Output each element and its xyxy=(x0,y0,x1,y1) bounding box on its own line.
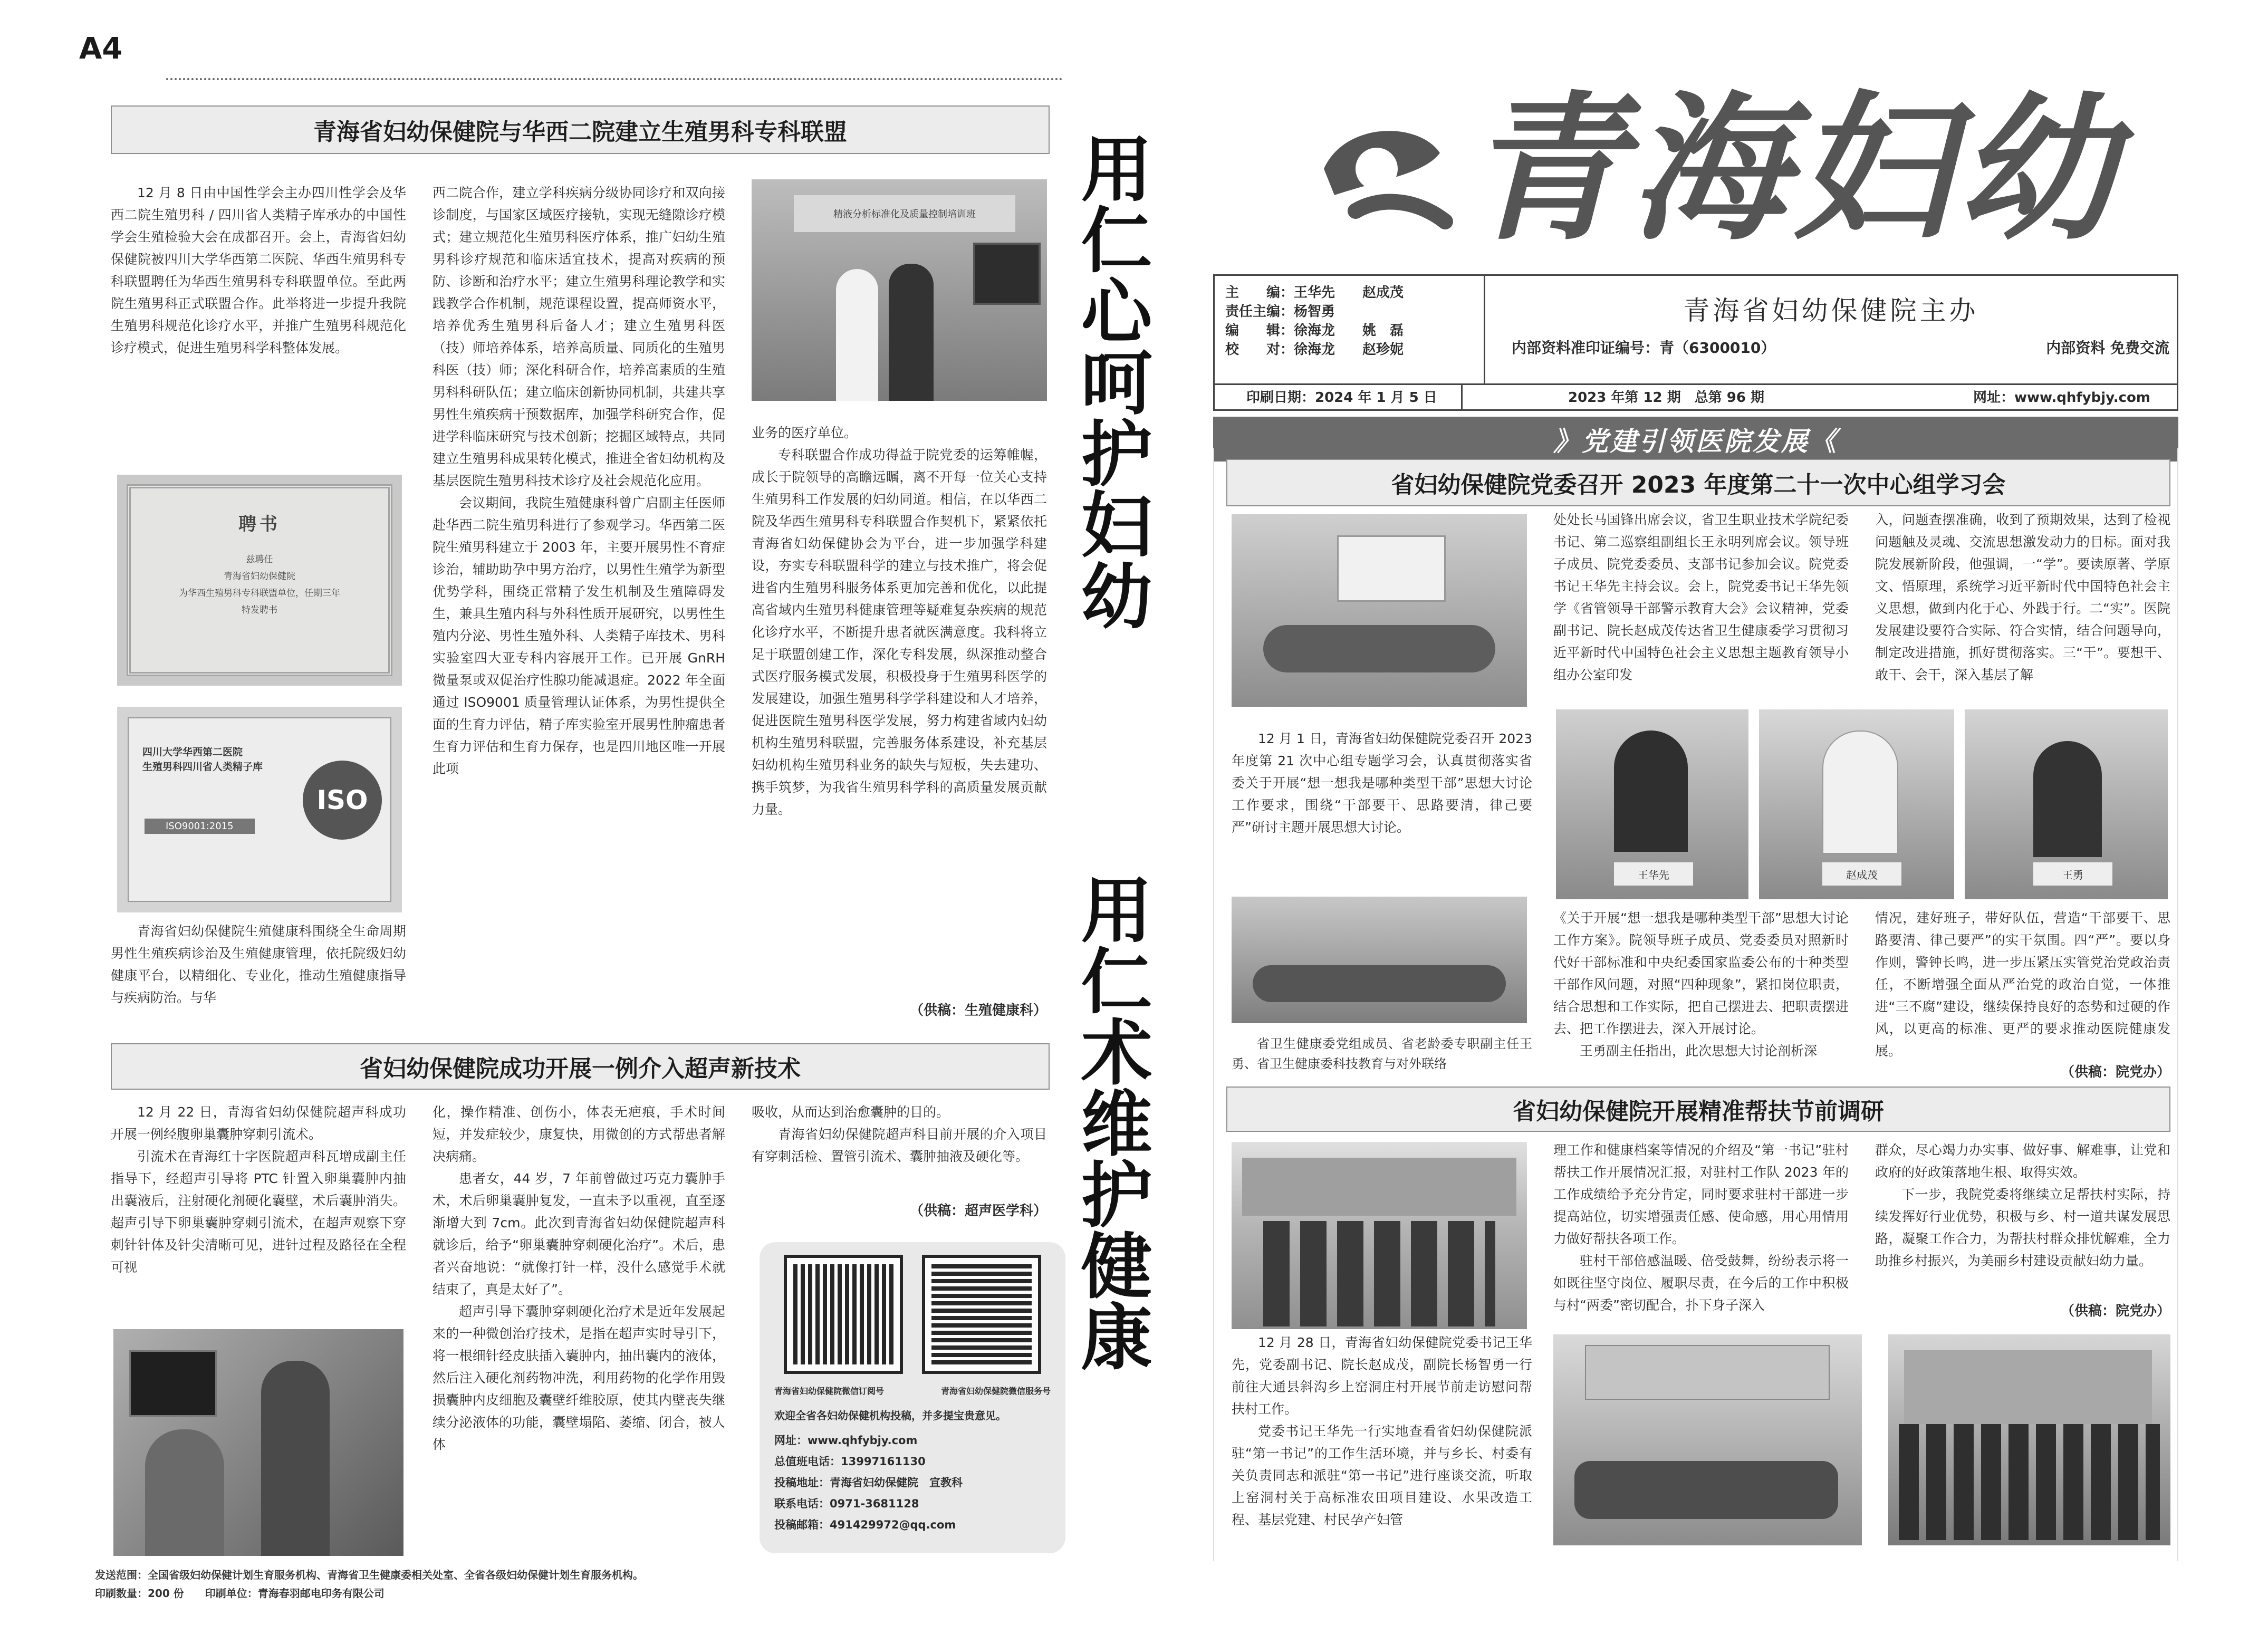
qr-line-website[interactable]: 网址：www.qhfybjy.com xyxy=(774,1434,918,1447)
alliance-col3 xyxy=(752,422,1047,1002)
nameplate: 王华先 xyxy=(1614,862,1693,886)
person-figure-icon xyxy=(836,269,878,401)
wall-board-icon xyxy=(1585,1345,1830,1400)
leader-photo-2 xyxy=(1759,709,1954,899)
alliance-col1 xyxy=(111,182,406,462)
editor-row: 责任主编：杨智勇 xyxy=(1225,304,1335,320)
leader-photo-3 xyxy=(1965,709,2168,899)
section-banner-text: 》党建引领医院发展《 xyxy=(1553,425,1838,457)
person-figure-icon xyxy=(2033,741,2102,857)
surgery-photo xyxy=(113,1329,403,1556)
website[interactable]: 网址：www.qhfybjy.com xyxy=(1973,390,2150,406)
header-dotted-rule xyxy=(166,78,1063,80)
masthead-dateline xyxy=(1213,383,2178,411)
qr-info-box xyxy=(760,1242,1065,1553)
slogan-line1: 用仁心呵护妇幼 xyxy=(1069,132,1152,630)
alliance-col3-p2: 专科联盟合作成功得益于院党委的运筹帷幄，成长于院领导的高瞻远瞩，离不开每一位关心支持生殖男科工作发展的妇幼同道。相信，在以华西二院及华西生殖男科专科联盟合作契机下，紧紧依托青海省妇幼保健协会为平台，进一步加强学科建设，夯实专科联盟科学的建立与技术推广，将会促进省内生殖男科服务体系更加完善和优化，以此提高省域内生殖男科健康管理等疑难复杂疾病的规范化诊疗水平，不断提升患者就医满意度。我科将立足于联盟创建工作，深化专科发展，纵深推动整合式医疗服务模式发展，积极投身于生殖男科医学的发展建设，加强生殖男科学学科建设和人才培养，促进医院生殖男科医学发展，努力构建省域内妇幼机构生殖男科联盟，完善服务体系建设，补充基层妇幼机构生殖男科业务的缺失与短板，失去建功、携手筑梦，为我省生殖男科学科的高质量发展贡献力量。 xyxy=(752,447,1047,817)
ultrasound-col2-p1: 化，操作精准、创伤小，体表无疤痕，手术时间短，并发症较少，康复快，用微创的方式帮患者解决病痛。 xyxy=(433,1104,725,1164)
qr-code-icon[interactable] xyxy=(787,1258,900,1371)
qr-line-address: 投稿地址：青海省妇幼保健院 宣教科 xyxy=(774,1476,963,1489)
building-icon xyxy=(1904,1350,2152,1424)
masthead-logo xyxy=(1292,74,2189,264)
alliance-col1b xyxy=(111,920,406,1021)
person-figure-icon xyxy=(1822,730,1898,854)
ultrasound-col1 xyxy=(111,1101,406,1323)
certificate-body: 兹聘任 青海省妇幼保健院 为华西生殖男科专科联盟单位，任期三年 特发聘书 xyxy=(179,554,340,616)
slogan-line2: 用仁术维护健康 xyxy=(1069,873,1152,1371)
study-col2-top xyxy=(1553,509,1849,704)
conference-table-icon xyxy=(1574,1461,1838,1519)
ultrasound-col2-p3: 超声引导下囊肿穿刺硬化治疗术是近年发展起来的一种微创治疗技术，是指在超声实时导引下，将一根细针经皮肤插入囊肿内，抽出囊内的液体，然后注入硬化剂药物冲洗，利用药物的化学作用毁损囊肿内皮细胞及囊壁纤维胶原，使其内壁丧失继续分泌液体的功能，囊壁塌陷、萎缩、闭合，被人体 xyxy=(433,1304,725,1452)
alliance-credit: （供稿：生殖健康科） xyxy=(909,1003,1047,1018)
study-col1-mid-p1: 12 月 1 日，青海省妇幼保健院党委召开 2023 年度第 21 次中心组专题学习会，认真贯彻落实省委关于开展“想一想我是哪种类型干部”思想大讨论工作要求，围绕“干部要干、思路要清，律己要严”研讨主题开展思想大讨论。 xyxy=(1232,731,1532,835)
logo-text: 青海妇幼 xyxy=(1466,75,2120,262)
qr-code-icon[interactable] xyxy=(925,1258,1038,1371)
ultrasound-col3 xyxy=(752,1101,1047,1196)
poverty-col3 xyxy=(1875,1139,2170,1297)
issue-number: 2023 年第 12 期 总第 96 期 xyxy=(1568,390,1764,406)
training-photo xyxy=(752,179,1047,401)
alliance-col3-p1: 业务的医疗单位。 xyxy=(752,425,858,440)
editor-row: 校 对：徐海龙 赵珍妮 xyxy=(1225,342,1404,358)
poverty-headline: 省妇幼保健院开展精准帮扶节前调研 xyxy=(1226,1087,2170,1132)
study-col3-top xyxy=(1875,509,2170,704)
ultrasound-col3-p2: 青海省妇幼保健院超声科目前开展的介入项目有穿刺活检、置管引流术、囊肿抽液及硬化等。 xyxy=(752,1127,1047,1164)
logo-brush-icon xyxy=(1303,90,1461,248)
ultrasound-col1-p2: 引流术在青海红十字医院超声科瓦增成副主任指导下，经超声引导将 PTC 针置入卵巢囊肿内抽出囊液后，注射硬化剂硬化囊壁，术后囊肿消失。超声引导下卵巢囊肿穿刺引流术，在超声观察下穿刺针针体及针尖清晰可见，进针过程及路径在全程可视 xyxy=(111,1149,406,1275)
license-number: 内部资料准印证编号：青（6300010） xyxy=(1512,339,1776,357)
footer-print: 印刷数量：200 份 印刷单位：青海春羽邮电印务有限公司 xyxy=(95,1587,385,1600)
iso-logo-icon: ISO xyxy=(303,761,382,840)
surgeon-figure-icon xyxy=(261,1361,330,1556)
iso-plaque-title: 四川大学华西第二医院 生殖男科四川省人类精子库 xyxy=(142,746,263,773)
group-figures-icon xyxy=(1263,1221,1495,1326)
alliance-col2-p1: 西二院合作，建立学科疾病分级协同诊疗和双向接诊制度，与国家区域医疗接轨，实现无缝隙诊疗模式；建立规范化生殖男科医疗体系，推广妇幼生殖男科诊疗规范和临床适宜技术，提高对疾病的预防、诊断和治疗水平；建立生殖男科理论教学和实践教学合作机制，规范课程设置，提高师资水平，培养优秀生殖男科后备人才；建立生殖男科医（技）师培养体系，培养高质量、同质化的生殖男科医（技）师；深化科研合作，培养高素质的生殖男科科研队伍；建立临床创新协同机制，共建共享男性生殖疾病干预数据库，加强学科研究合作，促进学科临床研究与技术创新；挖掘区域特点，共同建立生殖男科成果转化模式，推进全省妇幼机构及基层医院生殖男科技术诊疗及社会规范化应用。 xyxy=(433,185,725,488)
poverty-credit: （供稿：院党办） xyxy=(2060,1303,2170,1319)
page-number: A4 xyxy=(79,32,123,66)
group-photo xyxy=(1888,1334,2170,1545)
conference-table-icon xyxy=(1253,965,1506,1002)
qr-line-email[interactable]: 投稿邮箱：491429972@qq.com xyxy=(774,1518,956,1531)
meeting-room-photo xyxy=(1553,1334,1862,1545)
iso-certificate-photo xyxy=(117,707,402,912)
editor-row: 主 编：王华先 赵成茂 xyxy=(1225,285,1404,301)
poverty-col2-p2: 驻村干部倍感温暖、倍受鼓舞，纷纷表示将一如既往坚守岗位、履职尽责，在今后的工作中积极与村“两委”密切配合，扑下身子深入 xyxy=(1553,1253,1849,1313)
free-note: 内部资料 免费交流 xyxy=(2046,339,2169,357)
study-col2-low xyxy=(1553,907,1849,1081)
conference-table-icon xyxy=(1263,625,1495,672)
ultrasound-col2-p2: 患者女，44 岁，7 年前曾做过巧克力囊肿手术，术后卵巢囊肿复发，一直未予以重视，直至逐渐增大到 7cm。此次到青海省妇幼保健院超声科就诊后，给予“卵巢囊肿穿刺硬化治疗”。术后，患者兴奋地说：“就像打针一样，没什么感觉手术就结束了，真是太好了”。 xyxy=(433,1171,725,1297)
meeting-photo-1 xyxy=(1232,514,1527,707)
poverty-col2-p1: 理工作和健康档案等情况的介绍及“第一书记”驻村帮扶工作开展情况汇报，对驻村工作队 2023 年的工作成绩给予充分肯定，同时要求驻村干部进一步提高站位，切实增强责任感、使命感，用心用情用力做好帮扶各项工作。 xyxy=(1553,1142,1849,1246)
person-figure-icon xyxy=(1614,730,1688,852)
footer-scope: 发送范围：全国省级妇幼保健计划生育服务机构、青海省卫生健康委相关处室、全省各级妇幼保健计划生育服务机构。 xyxy=(95,1569,643,1581)
certificate-title: 聘书 xyxy=(238,514,281,535)
monitor-icon xyxy=(973,243,1041,305)
alliance-headline: 青海省妇幼保健院与华西二院建立生殖男科专科联盟 xyxy=(111,105,1050,154)
meeting-photo-2 xyxy=(1232,897,1527,1023)
qr-line-contact: 联系电话：0971-3681128 xyxy=(774,1497,919,1510)
study-headline: 省妇幼保健院党委召开 2023 年度第二十一次中心组学习会 xyxy=(1226,459,2170,506)
editor-list xyxy=(1215,276,1485,383)
masthead-info xyxy=(1213,274,2178,385)
nameplate: 王勇 xyxy=(2033,862,2112,886)
study-col3-low xyxy=(1875,907,2170,1060)
ultrasound-col1-p1: 12 月 22 日，青海省妇幼保健院超声科成功开展一例经腹卵巢囊肿穿刺引流术。 xyxy=(111,1104,406,1142)
section-banner xyxy=(1213,417,2178,462)
study-col3-low-p1: 情况，建好班子，带好队伍，营造“干部要干、思路要清、律己要严”的实干氛围。四“严”。要以身作则，警钟长鸣，进一步压紧压实管党治党政治责任，不断增强全面从严治党的政治自觉，一体推进“三不腐”建设，继续保持良好的态势和过硬的作风，以更高的标准、更严的要求推动医院健康发展。 xyxy=(1875,910,2170,1059)
alliance-col1-p1: 12 月 8 日由中国性学会主办四川性学会及华西二院生殖男科 / 四川省人类精子库承办的中国性学会生殖检验大会在成都召开。会上，青海省妇幼保健院被四川大学华西第二医院、华西生殖男科专科联盟聘任为华西生殖男科专科联盟单位。至此两院生殖男科正式联盟合作。此举将进一步提升我院生殖男科规范化诊疗水平，并推广生殖男科规范化诊疗模式，促进生殖男科学科整体发展。 xyxy=(111,185,406,355)
study-credit: （供稿：院党办） xyxy=(2060,1064,2170,1080)
village-visit-photo xyxy=(1232,1142,1527,1329)
qr-welcome: 欢迎全省各妇幼保健机构投稿，并多提宝贵意见。 xyxy=(774,1409,1006,1422)
group-figures-icon xyxy=(1899,1424,2160,1540)
surgeon-figure-icon xyxy=(145,1429,224,1556)
poverty-col1-p2: 党委书记王华先一行实地查看省妇幼保健院派驻“第一书记”的工作生活环境，并与乡长、村委有关负责同志和派驻“第一书记”进行座谈交流，听取上窑洞村关于高标准农田项目建设、水果改造工程、基层党建、村民孕产妇管 xyxy=(1232,1424,1532,1527)
leader-photo-1 xyxy=(1556,709,1748,899)
study-col1-mid xyxy=(1232,728,1532,886)
poverty-col1-p1: 12 月 28 日，青海省妇幼保健院党委书记王华先，党委副书记、院长赵成茂，副院长杨智勇一行前往大通县斜沟乡上窑洞庄村开展节前走访慰问帮扶村工作。 xyxy=(1232,1335,1532,1417)
alliance-col2-p2: 会议期间，我院生殖健康科曾广启副主任医师赴华西二院生殖男科进行了参观学习。华西第二医院生殖男科建立于 2003 年，主要开展男性不育症诊治，辅助助孕中男方治疗，以男性生殖学为新型优势学科，围绕正常精子发生机制及生殖障碍发生，兼具生殖内科与外科性质开展研究，以男性生殖内分泌、男性生殖外科、人类精子库技术、男科实验室四大亚专科内容展开工作。已开展 GnRH 微量泵或双促治疗性腺功能减退症。2022 年全面通过 ISO9001 质量管理认证体系，为男性提供全面的生育力评估，精子库实验室开展男性肿瘤患者生育力评估和生育力保存，也是四川地区唯一开展此项 xyxy=(433,495,725,776)
person-figure-icon xyxy=(889,264,934,401)
print-date: 印刷日期：2024 年 1 月 5 日 xyxy=(1215,383,1463,409)
projection-screen-icon xyxy=(1337,535,1446,602)
qr-label-subscription: 青海省妇幼保健院微信订阅号 xyxy=(774,1386,885,1396)
alliance-col1b-p1: 青海省妇幼保健院生殖健康科围绕全生命周期男性生殖疾病诊治及生殖健康管理，依托院级妇幼健康平台，以精细化、专业化，推动生殖健康指导与疾病防治。与华 xyxy=(111,924,406,1005)
alliance-col2 xyxy=(433,182,725,1021)
ultrasound-screen-icon xyxy=(129,1350,217,1417)
poverty-col3-p2: 下一步，我院党委将继续立足帮扶村实际，持续发挥好行业优势，积极与乡、村一道共谋发展思路，凝聚工作合力，为帮扶村群众排忧解难，全力助推乡村振兴，为美丽乡村建设贡献妇幼力量。 xyxy=(1875,1187,2170,1268)
study-col2-top-p1: 处处长马国锋出席会议，省卫生职业技术学院纪委书记、第二巡察组副组长王永明列席会议。领导班子成员、院党委委员、支部书记参加会议。院党委书记王华先主持会议。会上，院党委书记王华先领学《省管领导干部警示教育大会》会议精神，党委副书记、院长赵成茂传达省卫生健康委学习贯彻习近平新时代中国特色社会主义思想主题教育领导小组办公室印发 xyxy=(1553,512,1849,682)
ultrasound-headline: 省妇幼保健院成功开展一例介入超声新技术 xyxy=(111,1043,1050,1090)
building-icon xyxy=(1242,1158,1516,1216)
study-col3-top-p1: 入，问题查摆准确，收到了预期效果，达到了检视问题触及灵魂、交流思想激发动力的目标。面对我院发展新阶段，他强调，一“学”。要读原著、学原文、悟原理，系统学习近平新时代中国特色社会主义思想，做到内化于心、外践于行。二“实”。医院发展建设要符合实际、符合实情，结合问题导向，制定改进措施，抓好贯彻落实。三“干”。要想干、敢干、会干，深入基层了解 xyxy=(1875,512,2170,682)
poverty-col1 xyxy=(1232,1332,1532,1553)
sponsor-title: 青海省妇幼保健院主办 xyxy=(1683,295,1979,326)
qr-line-phone: 总值班电话：13997161130 xyxy=(774,1455,926,1468)
study-col2-low-p2: 王勇副主任指出，此次思想大讨论剖析深 xyxy=(1580,1043,1818,1059)
ultrasound-credit: （供稿：超声医学科） xyxy=(909,1203,1047,1219)
poverty-col3-p1: 群众，尽心竭力办实事、做好事、解难事，让党和政府的好政策落地生根、取得实效。 xyxy=(1875,1142,2170,1180)
training-banner: 精液分析标准化及质量控制培训班 xyxy=(794,195,1015,232)
ultrasound-col3-p1: 吸收，从而达到治愈囊肿的目的。 xyxy=(752,1104,950,1120)
nameplate: 赵成茂 xyxy=(1822,862,1901,886)
editor-row: 编 辑：徐海龙 姚 磊 xyxy=(1225,323,1404,339)
study-col2-low-p1: 《关于开展“想一想我是哪种类型干部”思想大讨论工作方案》。院领导班子成员、党委委员对照新时代好干部标准和中央纪委国家监委公布的十种类型干部作风问题，对照“四种现象”，紧扣岗位职责，结合思想和工作实际，把自己摆进去、把职责摆进去、把工作摆进去，深入开展讨论。 xyxy=(1553,910,1849,1036)
study-caption: 省卫生健康委党组成员、省老龄委专职副主任王勇、省卫生健康委科技教育与对外联络 xyxy=(1232,1036,1532,1071)
iso-code: ISO9001:2015 xyxy=(145,819,255,834)
qr-label-service: 青海省妇幼保健院微信服务号 xyxy=(940,1386,1051,1396)
poverty-col2 xyxy=(1553,1139,1849,1321)
certificate-photo xyxy=(117,475,402,686)
ultrasound-col2 xyxy=(433,1101,725,1560)
